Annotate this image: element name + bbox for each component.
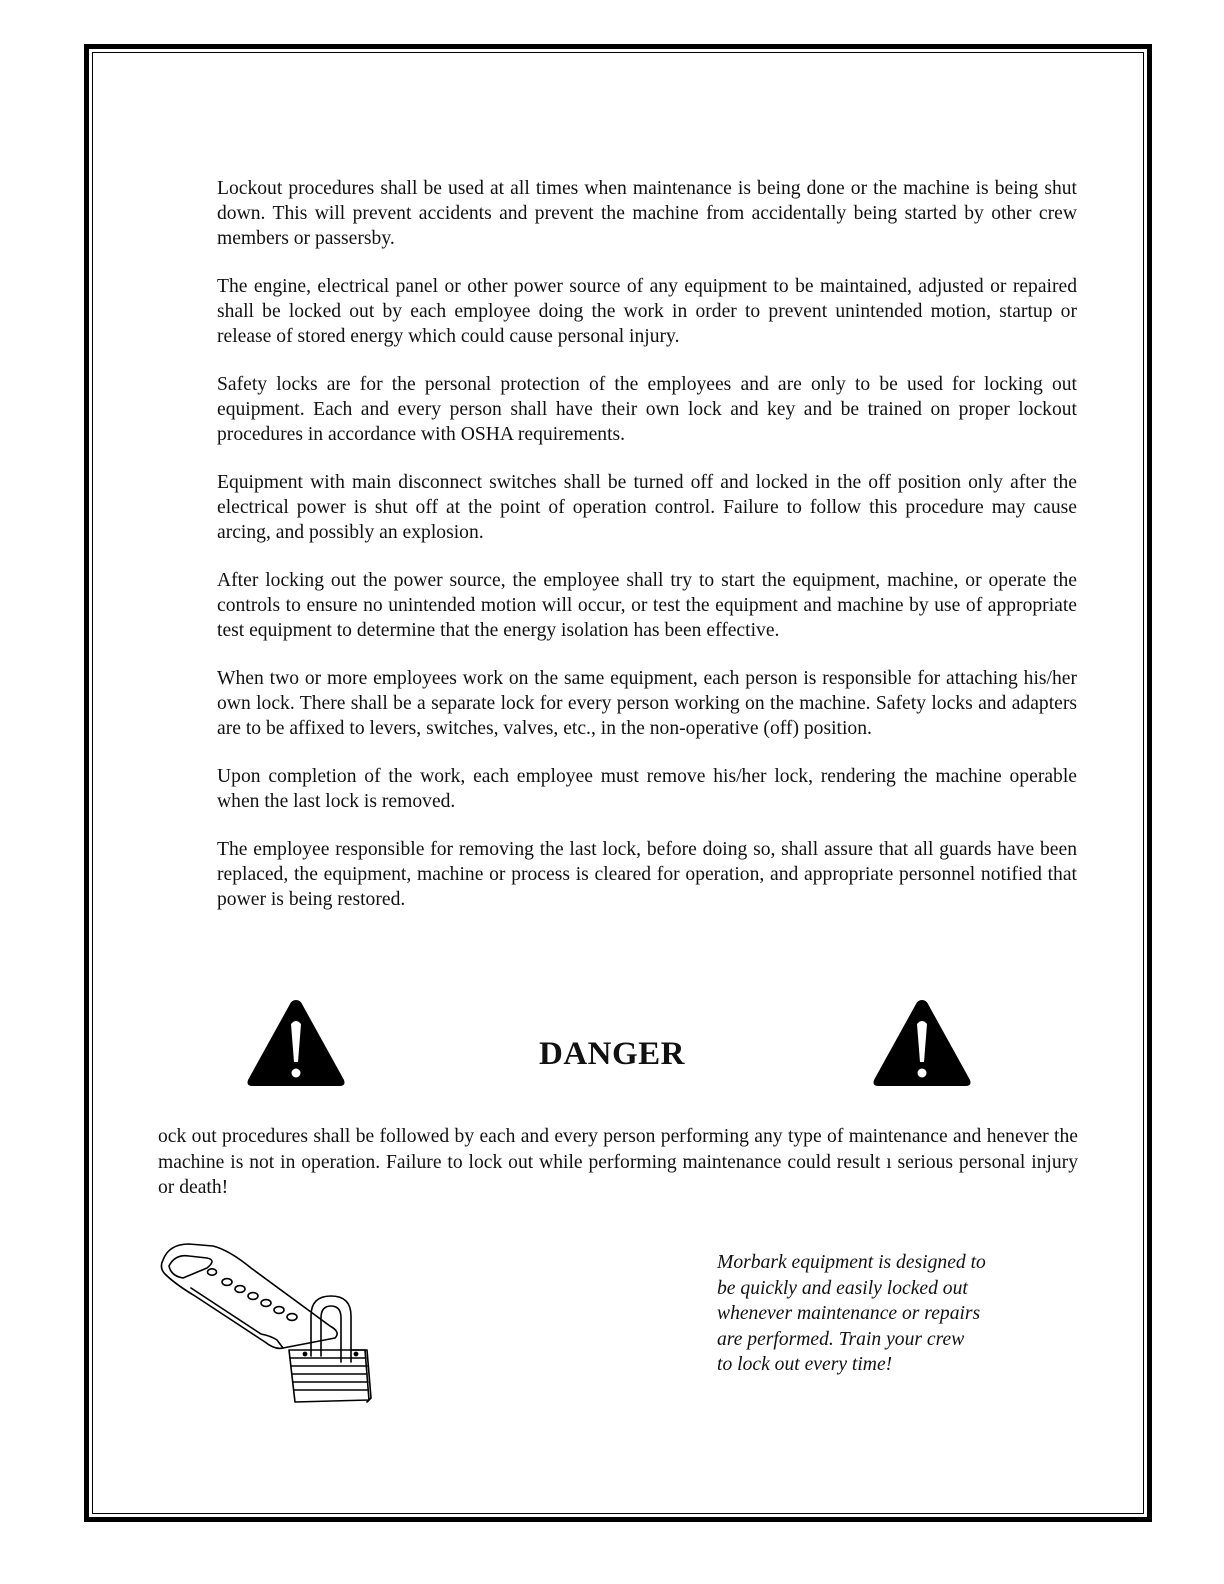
tagline-line: be quickly and easily locked out (717, 1277, 968, 1299)
danger-warning-text: ock out procedures shall be followed by each and every person performing any type of maintenance and henever the machine is not in operation. Failure to lock out while performing maintenance could result ı serious personal injury or death! (158, 1126, 1078, 1198)
paragraph-last-lock: The employee responsible for removing the last lock, before doing so, shall assure that all guards have been replaced, the equipment, machine or process is cleared for operation, and appropriate personnel notified that power is being restored. (217, 839, 1077, 910)
danger-banner (0, 996, 1224, 1092)
danger-title: DANGER (538, 1036, 685, 1072)
paragraph-multiple-employees: When two or more employees work on the same equipment, each person is responsible for attaching his/her own lock. There shall be a separate lock for every person working on the machine. Safety locks and adapters are to be affixed to levers, switches, valves, etc., in the non-operative (off) position. (217, 668, 1077, 739)
tagline-line: to lock out every time! (717, 1354, 893, 1375)
paragraph-lock-removal: Upon completion of the work, each employee must remove his/her lock, rendering the machine operable when the last lock is removed. (217, 766, 1077, 812)
danger-warning-box (158, 1124, 1078, 1204)
paragraph-disconnect-switches: Equipment with main disconnect switches shall be turned off and locked in the off position only after the electrical power is shut off at the point of operation control. Failure to follow this procedure may cause arcing, and possibly an explosion. (217, 472, 1077, 543)
paragraph-safety-locks: Safety locks are for the personal protection of the employees and are only to be used for locking out equipment. Each and every person shall have their own lock and key and be trained on proper lockout procedures in accordance with OSHA requirements. (217, 374, 1077, 445)
tagline-line: are performed. Train your crew (717, 1328, 965, 1350)
paragraph-power-source: The engine, electrical panel or other power source of any equipment to be maintained, adjusted or repaired shall be locked out by each employee doing the work in order to prevent unintended motion, startup or release of stored energy which could cause personal injury. (217, 276, 1077, 347)
warning-triangle-icon (870, 996, 974, 1088)
morbark-tagline (717, 1250, 1047, 1378)
lockout-procedure-text (217, 176, 1077, 935)
tagline-line: Morbark equipment is designed to (717, 1252, 986, 1273)
paragraph-lockout-intro: Lockout procedures shall be used at all times when maintenance is being done or the machine is being shut down. This will prevent accidents and prevent the machine from accidentally being started by other crew members or passersby. (217, 178, 1077, 249)
paragraph-verify-isolation: After locking out the power source, the employee shall try to start the equipment, machine, or operate the controls to ensure no unintended motion will occur, or test the equipment and machine by use of appropriate test equipment to determine that the energy isolation has been effective. (217, 570, 1077, 641)
tagline-line: whenever maintenance or repairs (717, 1303, 981, 1324)
lockout-hasp-padlock-icon (155, 1238, 385, 1408)
